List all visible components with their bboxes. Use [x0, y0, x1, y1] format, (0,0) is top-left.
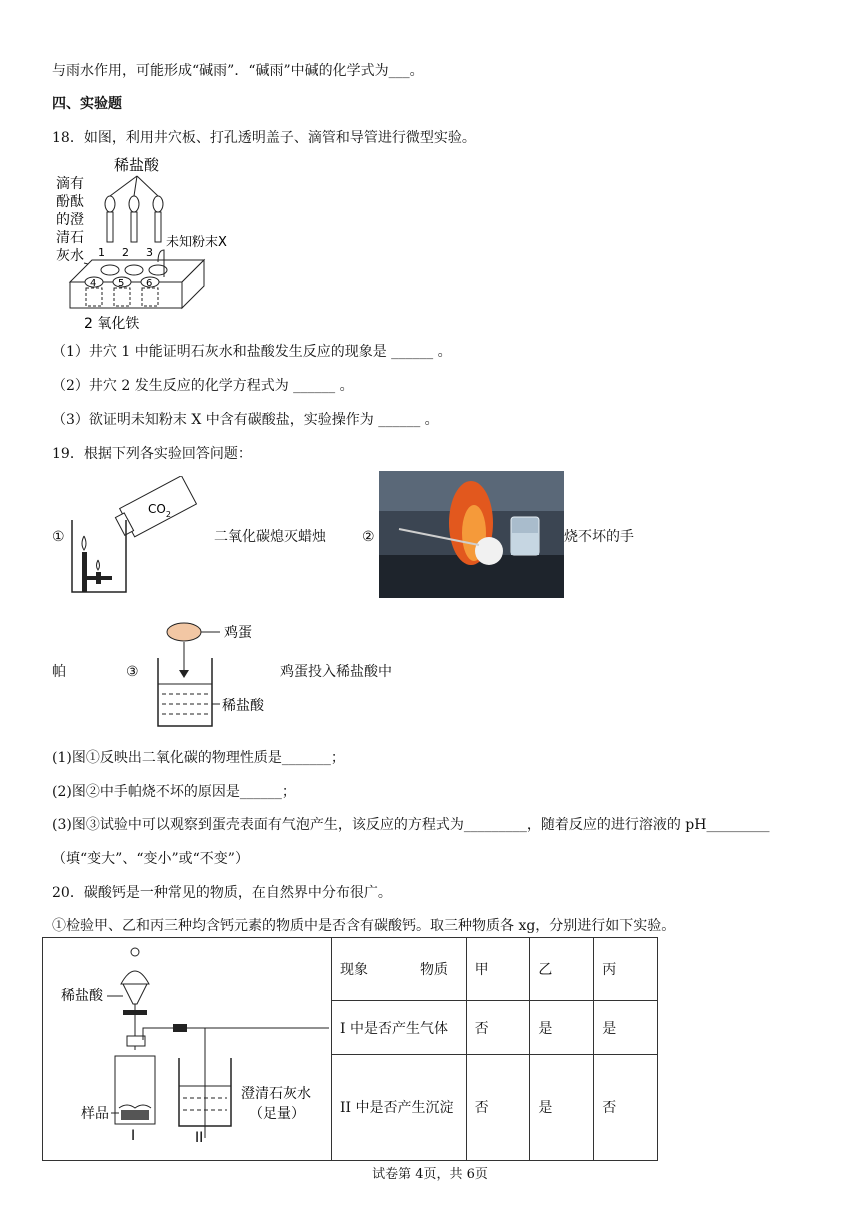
well-num-6: 6: [146, 278, 153, 289]
experiment-table: [42, 937, 658, 1161]
apparatus-figure: [43, 938, 331, 1156]
caption-3: 鸡蛋投入稀盐酸中: [280, 664, 392, 680]
question-18-2: （2）井穴 2 发生反应的化学方程式为 ______ 。: [52, 378, 354, 394]
iron-oxide-label: 2 氧化铁: [84, 316, 140, 332]
apparatus-acid-label: 稀盐酸: [61, 988, 103, 1004]
cell-gas-bing: 是: [594, 1001, 658, 1054]
question-19-1: (1)图①反映出二氧化碳的物理性质是_______；: [52, 750, 345, 766]
sample-label: 样品: [81, 1106, 109, 1122]
caption-2: 烧不坏的手: [564, 529, 634, 545]
vessel-ii-label: II: [195, 1130, 204, 1146]
co2-candle-figure: [70, 476, 210, 596]
question-20-1: ①检验甲、乙和丙三种均含钙元素的物质中是否含有碳酸钙。取三种物质各 xg，分别进行如下实验。: [52, 918, 676, 934]
question-19-3-cont: （填“变大”、“变小”或“不变”）: [52, 851, 249, 867]
row-label-gas: I 中是否产生气体: [332, 1001, 467, 1054]
caption-1: 二氧化碳熄灭蜡烛: [214, 529, 326, 545]
col-header-yi: 乙: [530, 938, 594, 1001]
well-num-1: 1: [98, 246, 105, 259]
header-phenomenon: 现象: [340, 962, 368, 979]
page-footer: 试卷第 4页，共 6页: [372, 1167, 488, 1182]
left-label-4: 清石: [56, 230, 84, 246]
well-plate-figure: [52, 152, 262, 334]
col-header-bing: 丙: [594, 938, 658, 1001]
cell-precip-jia: 否: [466, 1054, 530, 1160]
marker-1: ①: [52, 529, 65, 545]
unknown-powder-label: 未知粉末X: [166, 235, 227, 250]
marker-2: ②: [362, 529, 375, 545]
limewater-label: 澄清石灰水: [241, 1086, 311, 1102]
well-num-4: 4: [90, 278, 97, 289]
well-num-2: 2: [122, 246, 129, 259]
caption-2-cont: 帕: [52, 664, 66, 680]
egg-acid-figure: [150, 614, 274, 732]
question-19-2: (2)图②中手帕烧不坏的原因是______；: [52, 784, 296, 800]
left-label-5: 灰水: [56, 248, 84, 264]
burning-handkerchief-photo: [379, 471, 564, 598]
header-cell: [332, 938, 467, 1001]
marker-3: ③: [126, 664, 139, 680]
col-header-jia: 甲: [466, 938, 530, 1001]
left-label-2: 酚酞: [56, 194, 84, 210]
section-heading: 四、实验题: [52, 96, 122, 112]
egg-label: 鸡蛋: [224, 625, 252, 641]
well-num-3: 3: [146, 246, 153, 259]
cell-precip-yi: 是: [530, 1054, 594, 1160]
co2-label: $CO_2$: [148, 502, 171, 519]
acid-label-3: 稀盐酸: [222, 698, 264, 714]
question-18-1: （1）井穴 1 中能证明石灰水和盐酸发生反应的现象是 ______ 。: [52, 344, 452, 360]
question-20: 20．碳酸钙是一种常见的物质，在自然界中分布很广。: [52, 885, 392, 901]
question-18-3: （3）欲证明未知粉末 X 中含有碳酸盐，实验操作为 ______ 。: [52, 412, 439, 428]
apparatus-cell: [43, 938, 332, 1161]
left-label-3: 的澄: [56, 212, 84, 228]
acid-label: 稀盐酸: [114, 156, 160, 174]
question-19: 19．根据下列各实验回答问题：: [52, 446, 252, 462]
cell-gas-jia: 否: [466, 1001, 530, 1054]
text-line: 与雨水作用，可能形成“碱雨”．“碱雨”中碱的化学式为___。: [52, 63, 424, 79]
well-num-5: 5: [118, 278, 125, 289]
limewater-sufficient-label: （足量）: [249, 1106, 305, 1122]
question-19-3: (3)图③试验中可以观察到蛋壳表面有气泡产生，该反应的方程式为_________，随着反应的进行溶液的 pH_________: [52, 817, 770, 833]
header-substance: 物质: [420, 962, 448, 979]
cell-precip-bing: 否: [594, 1054, 658, 1160]
left-label-1: 滴有: [56, 176, 84, 192]
row-label-precipitate: II 中是否产生沉淀: [332, 1054, 467, 1160]
cell-gas-yi: 是: [530, 1001, 594, 1054]
vessel-i-label: I: [131, 1128, 136, 1144]
question-18: 18．如图，利用井穴板、打孔透明盖子、滴管和导管进行微型实验。: [52, 130, 476, 146]
